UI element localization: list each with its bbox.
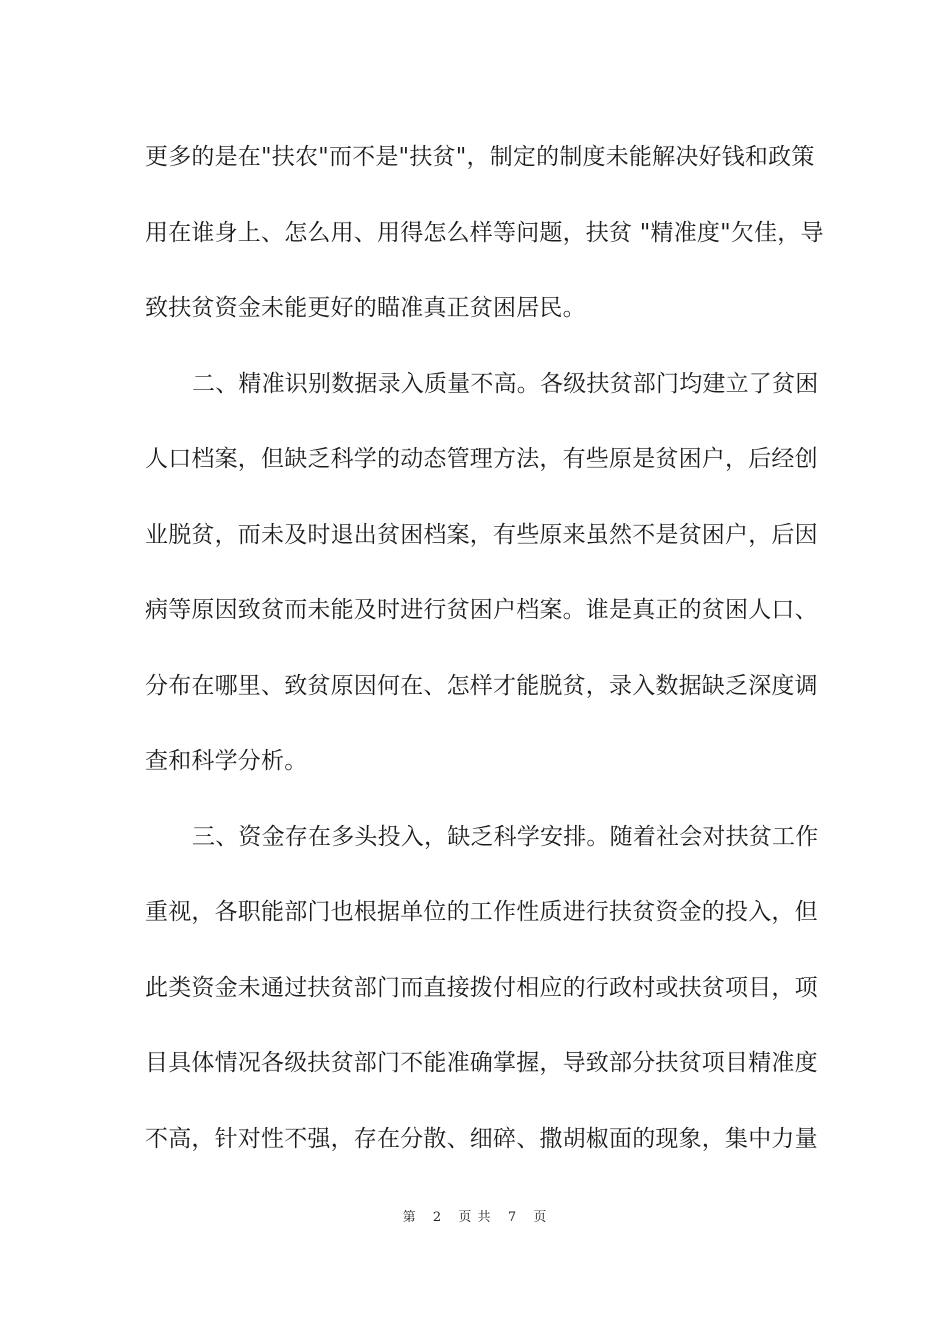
text-line: 人口档案，但缺乏科学的动态管理方法，有些原是贫困户，后经创 — [145, 446, 818, 472]
text-line: 更多的是在"扶农"而不是"扶贫"，制定的制度未能解决好钱和政策 — [145, 144, 815, 170]
text-line: 病等原因致贫而未能及时进行贫困户档案。谁是真正的贫困人口、 — [145, 597, 818, 623]
text-line: 业脱贫，而未及时退出贫困档案，有些原来虽然不是贫困户，后因 — [145, 521, 818, 548]
text-line: 目具体情况各级扶贫部门不能准确掌握，导致部分扶贫项目精准度 — [145, 1050, 818, 1076]
document-body — [145, 131, 824, 1188]
footer-suffix: 页 — [533, 1210, 548, 1225]
text-line: 重视，各职能部门也根据单位的工作性质进行扶贫资金的投入，但 — [145, 899, 818, 925]
text-line: 三、资金存在多头投入，缺乏科学安排。随着社会对扶贫工作 — [192, 823, 819, 850]
footer-middle: 页 共 — [458, 1210, 492, 1225]
footer-total-pages: 7 — [507, 1210, 518, 1225]
text-line: 致扶贫资金未能更好的瞄准真正贫困居民。 — [145, 295, 586, 321]
text-line: 用在谁身上、怎么用、用得怎么样等问题，扶贫 "精准度"欠佳，导 — [145, 219, 824, 246]
text-line: 二、精准识别数据录入质量不高。各级扶贫部门均建立了贫困 — [192, 370, 819, 397]
text-line: 查和科学分析。 — [145, 748, 308, 774]
page-footer — [0, 1208, 950, 1228]
text-line: 分布在哪里、致贫原因何在、怎样才能脱贫，录入数据缺乏深度调 — [145, 672, 818, 699]
text-line: 不高，针对性不强，存在分散、细碎、撒胡椒面的现象，集中力量 — [145, 1125, 818, 1152]
text-line: 此类资金未通过扶贫部门而直接拨付相应的行政村或扶贫项目，项 — [145, 974, 818, 1001]
footer-current-page: 2 — [432, 1210, 443, 1225]
footer-prefix: 第 — [402, 1210, 417, 1225]
